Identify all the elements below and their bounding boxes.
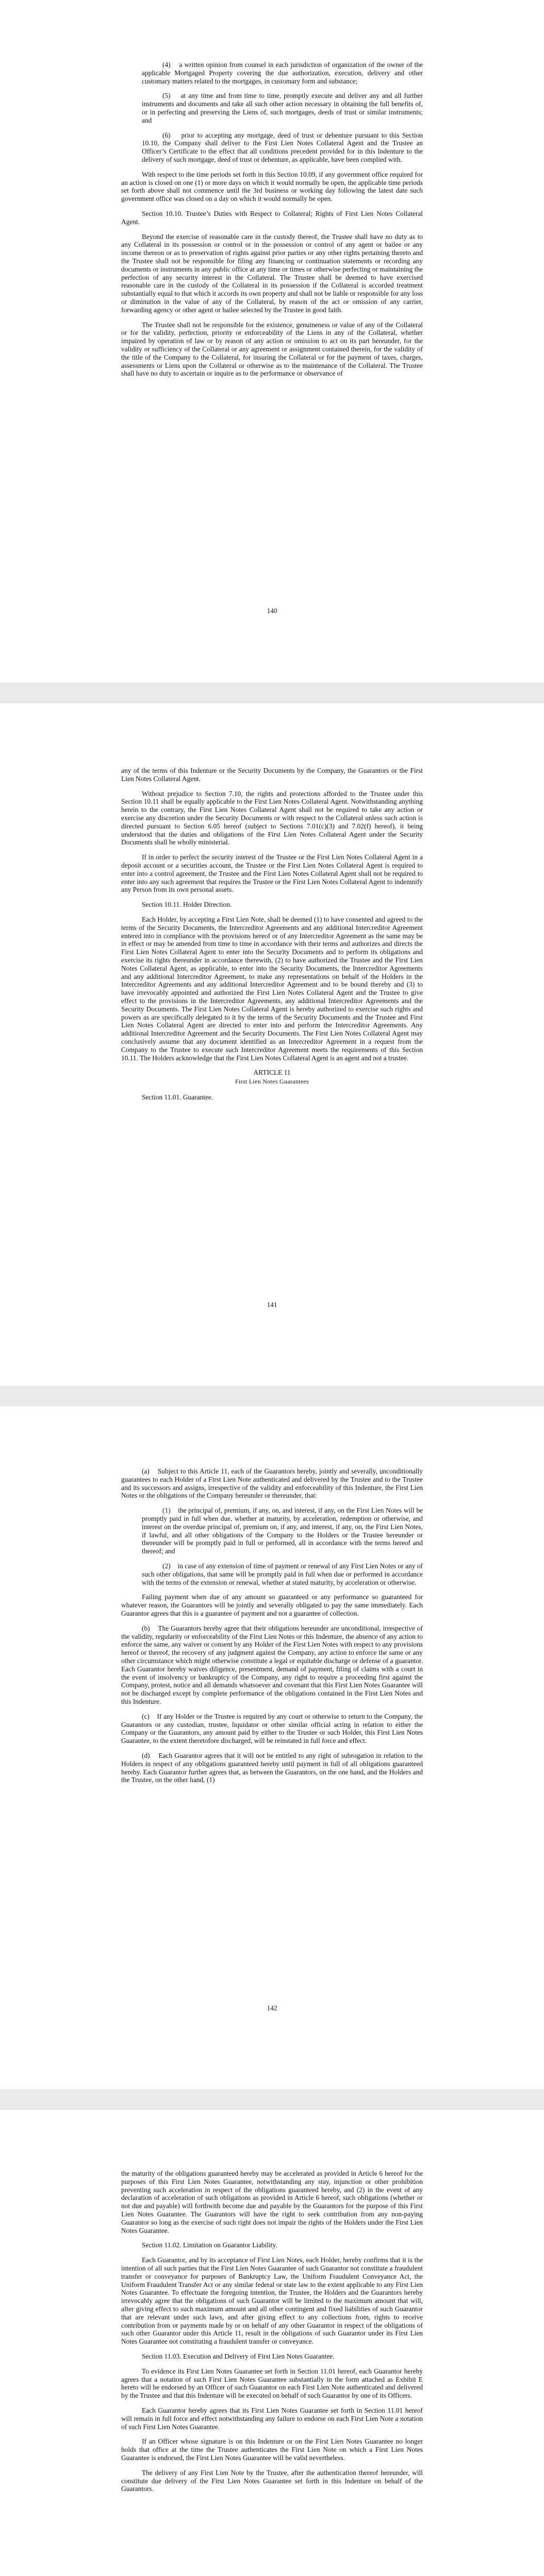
paragraph: With respect to the time periods set forth in this Section 10.09, if any government office required for an action is closed on one (1) or more days on which it would normally be open, the applicable time periods set forth above shall not commence until the 3rd business or working day following the latest date such government office was closed on a day on which it would normally be open.: [121, 170, 423, 203]
paragraph: (d) Each Guarantor agrees that it will not be entitled to any right of subrogation in relation to the Holders in respect of any obligations guaranteed hereby until payment in full of all obligations guaranteed hereby. Each Guarantor further agrees that, as between the Guarantors, on the one hand, and the Holders and the Trustee, on the other hand, (1): [121, 1751, 423, 1784]
paragraph: Without prejudice to Section 7.10, the rights and protections afforded to the Trustee under this Section 10.11 shall be equally applicable to the First Lien Notes Collateral Agent. Notwithstanding anything herein to the contrary, the First Lien Notes Collateral Agent shall not be required to take any action or exercise any discretion under the Security Documents or with respect to the Collateral unless such action is directed pursuant to Section 6.05 hereof (subject to Sections 7.01(c)(3) and 7.02(f) hereof), it being understood that the duties and obligations of the First Lien Notes Collateral Agent under the Security Documents shall be wholly ministerial.: [121, 789, 423, 846]
paragraph: any of the terms of this Indenture or the Security Documents by the Company, the Guarantors or the First Lien Notes Collateral Agent.: [121, 767, 423, 783]
document-page: [0, 1406, 544, 2089]
paragraph: Each Guarantor hereby agrees that its First Lien Notes Guarantee set forth in Section 11.01 hereof will remain in full force and effect notwithstanding any failure to endorse on each First Lien Note a notation of such First Lien Notes Guarantee.: [121, 2406, 423, 2431]
paragraph: Failing payment when due of any amount so guaranteed or any performance so guaranteed for whatever reason, the Guarantors will be jointly and severally obligated to pay the same immediately. Each Guarantor agrees that this is a guarantee of payment and not a guarantee of collection.: [121, 1593, 423, 1617]
paragraph: Each Guarantor, and by its acceptance of First Lien Notes, each Holder, hereby confirms that it is the intention of all such parties that the First Lien Notes Guarantee of such Guarantor not constitute a fraudulent transfer or conveyance for purposes of Bankruptcy Law, the Uniform Fraudulent Conveyance Act, the Uniform Fraudulent Transfer Act or any similar federal or state law to the extent applicable to any First Lien Notes Guarantee. To effectuate the foregoing intention, the Trustee, the Holders and the Guarantors hereby irrevocably agree that the obligations of such Guarantor will be limited to the maximum amount that will, after giving effect to such maximum amount and all other contingent and fixed liabilities of such Guarantor that are relevant under such laws, and after giving effect to any collections from, rights to receive contribution from or payments made by or on behalf of any other Guarantor in respect of the obligations of such other Guarantor under this Article 11, result in the obligations of such Guarantor under its First Lien Notes Guarantee not constituting a fraudulent transfer or conveyance.: [121, 2256, 423, 2346]
page-number: 142: [267, 2004, 277, 2012]
paragraph: The delivery of any First Lien Note by the Trustee, after the authentication thereof hereunder, will constitute due delivery of the First Lien Notes Guarantee set forth in this Indenture on behalf of the Guarantors.: [121, 2468, 423, 2493]
page-number: 140: [267, 607, 277, 615]
section-heading: Section 10.11. Holder Direction.: [142, 901, 232, 909]
article-title: First Lien Notes Guarantees: [235, 1078, 309, 1086]
paragraph: (1) the principal of, premium, if any, on, and interest, if any, on the First Lien Notes will be promptly paid in full when due, whether at maturity, by acceleration, redemption or otherwise, and interest on the overdue principal of, premium on, if any, and interest, if any, on, the First Lien Notes, if lawful, and all other obligations of the Company to the Holders or the Trustee hereunder or thereunder will be promptly paid in full or performed, all in accordance with the terms hereof and thereof; and: [142, 1506, 423, 1555]
paragraph: (6) prior to accepting any mortgage, deed of trust or debenture pursuant to this Section 10.10, the Company shall deliver to the First Lien Notes Collateral Agent and the Trustee an Officer’s Certificate to the effect that all conditions precedent provided for in this Indenture to the delivery of such mortgage, deed of trust or debenture, as applicable, have been complied with.: [142, 131, 423, 163]
section-heading: Section 11.02. Limitation on Guarantor Liability.: [142, 2241, 277, 2249]
section-heading: Section 11.03. Execution and Delivery of First Lien Notes Guarantee.: [142, 2352, 335, 2360]
paragraph: (4) a written opinion from counsel in each jurisdiction of organization of the owner of the applicable Mortgaged Property covering the due authorization, execution, delivery and other customary matters related to the mortgages, in customary form and substance;: [142, 61, 423, 85]
section-heading: Section 10.10. Trustee’s Duties with Respect to Collateral; Rights of First Lien Notes Collateral Agent.: [121, 209, 423, 226]
paragraph: (a) Subject to this Article 11, each of the Guarantors hereby, jointly and severally, unconditionally guarantees to each Holder of a First Lien Note authenticated and delivered by the Trustee and to the Trustee and its successors and assigns, irrespective of the validity and enforceability of this Indenture, the First Lien Notes or the obligations of the Company hereunder or thereunder, that:: [121, 1467, 423, 1500]
page-number: 141: [267, 1301, 277, 1309]
paragraph: Beyond the exercise of reasonable care in the custody thereof, the Trustee shall have no duty as to any Collateral in its possession or control or in the possession or control of any agent or bailee or any income thereon or as to preservation of rights against prior parties or any other rights pertaining thereto and the Trustee shall not be responsible for filing any financing or continuation statements or recording any documents or instruments in any public office at any time or times or otherwise perfecting or maintaining the perfection of any security interest in the Collateral. The Trustee shall be deemed to have exercised reasonable care in the custody of the Collateral in its possession if the Collateral is accorded treatment substantially equal to that which it accords its own property and shall not be liable or responsible for any loss or diminution in the value of any of the Collateral, by reason of the act or omission of any carrier, forwarding agency or other agent or bailee selected by the Trustee in good faith.: [121, 232, 423, 314]
article-number: ARTICLE 11: [253, 1069, 291, 1077]
section-heading: Section 11.01. Guarantee.: [142, 1093, 213, 1101]
document-page: [0, 0, 544, 683]
paragraph: Each Holder, by accepting a First Lien Note, shall be deemed (1) to have consented and agreed to the terms of the Security Documents, the Intercreditor Agreements and any additional Intercreditor Agreement entered into in compliance with the provisions hereof or of any Intercreditor Agreement as the same may be in effect or may be amended from time to time in accordance with their terms and authorizes and directs the First Lien Notes Collateral Agent to enter into the Security Documents and to perform its obligations and exercise its rights thereunder in accordance therewith, (2) to have authorized the Trustee and the First Lien Notes Collateral Agent, as applicable, to enter into the Security Documents, the Intercreditor Agreements and any additional Intercreditor Agreement, to make any representations on behalf of the Holders in the Intercreditor Agreements and any additional Intercreditor Agreement and to be bound thereby and (3) to have irrevocably appointed and authorized the First Lien Notes Collateral Agent and the Trustee to give effect to the provisions in the Intercreditor Agreements, any additional Intercreditor Agreements and the Security Documents. The First Lien Notes Collateral Agent is hereby authorized to exercise such rights and powers as are specifically delegated to it by the terms of the Security Documents and the Trustee and First Lien Notes Collateral Agent are directed to enter into and perform the Intercreditor Agreements. Any additional Intercreditor Agreement and the Security Documents. The First Lien Notes Collateral Agent may conclusively assume that any document identified as an Intercreditor Agreement in a request from the Company to the Trustee to execute such Intercreditor Agreement meets the requirements of this Section 10.11. The Holders acknowledge that the First Lien Notes Collateral Agent is an agent and not a trustee.: [121, 915, 423, 1062]
paragraph: (c) If any Holder or the Trustee is required by any court or otherwise to return to the Company, the Guarantors or any custodian, trustee, liquidator or other similar official acting in relation to either the Company or the Guarantors, any amount paid by either to the Trustee or such Holder, this First Lien Notes Guarantee, to the extent theretofore discharged, will be reinstated in full force and effect.: [121, 1712, 423, 1745]
document-page: [0, 703, 544, 1386]
paragraph: (5) at any time and from time to time, promptly execute and deliver any and all further instruments and documents and take all such other action necessary in obtaining the full benefits of, or in perfecting and preserving the Liens of, such mortgages, deeds of trust or similar instruments; and: [142, 92, 423, 124]
paragraph: To evidence its First Lien Notes Guarantee set forth in Section 11.01 hereof, each Guarantor hereby agrees that a notation of such First Lien Notes Guarantee substantially in the form attached as Exhibit E hereto will be endorsed by an Officer of such Guarantor on each First Lien Note authenticated and delivered by the Trustee and that this Indenture will be executed on behalf of such Guarantor by one of its Officers.: [121, 2367, 423, 2400]
paragraph: If an Officer whose signature is on this Indenture or on the First Lien Notes Guarantee no longer holds that office at the time the Trustee authenticates the First Lien Note on which a First Lien Notes Guarantee is endorsed, the First Lien Notes Guarantee will be valid nevertheless.: [121, 2437, 423, 2462]
paragraph: the maturity of the obligations guaranteed hereby may be accelerated as provided in Article 6 hereof for the purposes of this First Lien Notes Guarantee, notwithstanding any stay, injunction or other prohibition preventing such acceleration in respect of the obligations guaranteed hereby, and (2) in the event of any declaration of acceleration of such obligations as provided in Article 6 hereof, such obligations (whether or not due and payable) will forthwith become due and payable by the Guarantors for the purpose of this First Lien Notes Guarantee. The Guarantors will have the right to seek contribution from any non-paying Guarantor so long as the exercise of such right does not impair the rights of the Holders under the First Lien Notes Guarantee.: [121, 2170, 423, 2234]
document-page: [0, 2110, 544, 2576]
paragraph: (b) The Guarantors hereby agree that their obligations hereunder are unconditional, irrespective of the validity, regularity or enforceability of the First Lien Notes or this Indenture, the absence of any action to enforce the same, any waiver or consent by any Holder of the First Lien Notes with respect to any provisions hereof or thereof, the recovery of any judgment against the Company, any action to enforce the same or any other circumstance which might otherwise constitute a legal or equitable discharge or defense of a guarantor. Each Guarantor hereby waives diligence, presentment, demand of payment, filing of claims with a court in the event of insolvency or bankruptcy of the Company, any right to require a proceeding first against the Company, protest, notice and all demands whatsoever and covenant that this First Lien Notes Guarantee will not be discharged except by complete performance of the obligations contained in the First Lien Notes and this Indenture.: [121, 1624, 423, 1705]
paragraph: The Trustee shall not be responsible for the existence, genuineness or value of any of the Collateral or for the validity, perfection, priority or enforceability of the Liens in any of the Collateral, whether impaired by operation of law or by reason of any action or omission to act on its part hereunder, for the validity or sufficiency of the Collateral or any agreement or assignment contained therein, for the validity of the title of the Company to the Collateral, for insuring the Collateral or for the payment of taxes, charges, assessments or Liens upon the Collateral or otherwise as to the maintenance of the Collateral. The Trustee shall have no duty to ascertain or inquire as to the performance or observance of: [121, 320, 423, 378]
paragraph: (2) in case of any extension of time of payment or renewal of any First Lien Notes or any of such other obligations, that same will be promptly paid in full when due or performed in accordance with the terms of the extension or renewal, whether at stated maturity, by acceleration or otherwise.: [142, 1562, 423, 1586]
paragraph: If in order to perfect the security interest of the Trustee or the First Lien Notes Collateral Agent in a deposit account or a securities account, the Trustee or the First Lien Notes Collateral Agent is required to enter into a control agreement, the Trustee and the First Lien Notes Collateral Agent shall not be required to enter into any such agreement that requires the Trustee or the First Lien Notes Collateral Agent to indemnify any Person from its own personal assets.: [121, 853, 423, 894]
